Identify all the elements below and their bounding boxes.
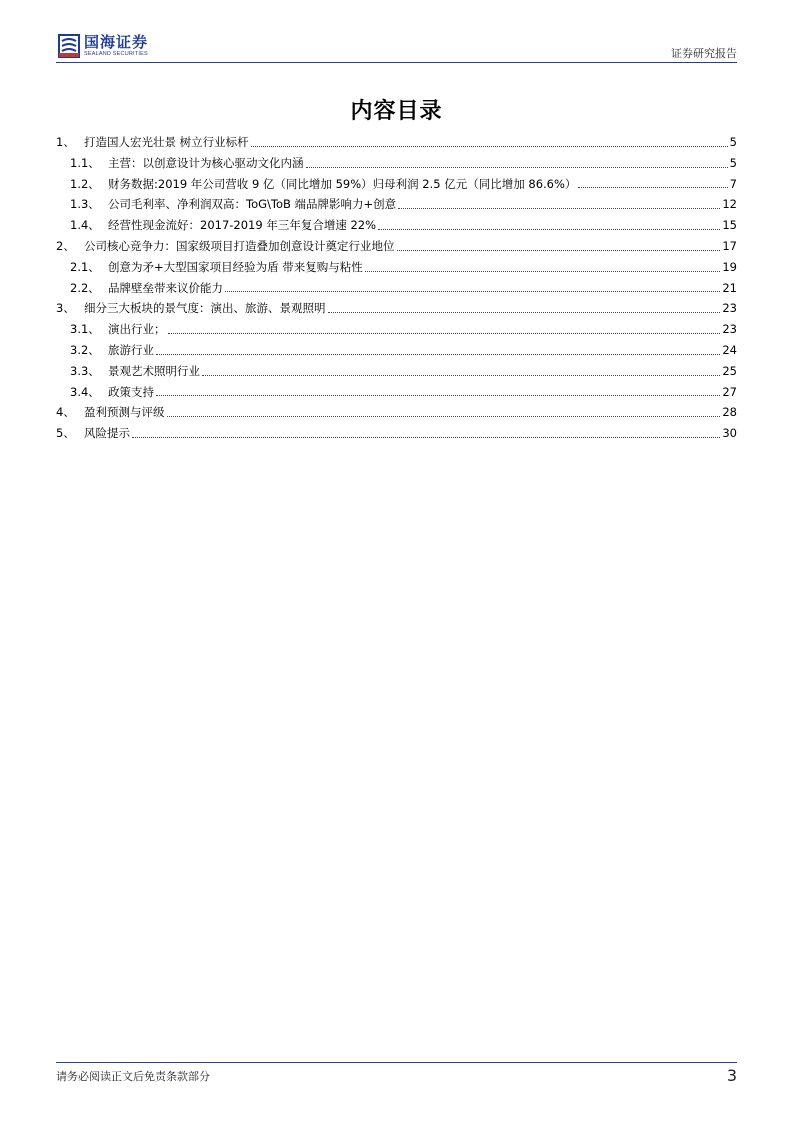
toc-entry[interactable] xyxy=(56,257,737,278)
toc-entry-label: 演出行业； xyxy=(108,322,166,337)
toc-entry-label: 财务数据:2019 年公司营收 9 亿（同比增加 59%）归母利润 2.5 亿元（同比增加 86.6%） xyxy=(108,176,577,191)
toc-entry-number: 5、 xyxy=(56,426,75,441)
toc-entry-page: 25 xyxy=(722,363,737,378)
logo-english-name: SEALAND SECURITIES xyxy=(84,51,148,57)
toc-entry-label: 旅游行业 xyxy=(108,342,154,357)
toc-entry-label: 公司毛利率、净利润双高：ToG\ToB 端品牌影响力+创意 xyxy=(108,197,397,212)
toc-entry-label: 盈利预测与评级 xyxy=(84,405,165,420)
page-footer xyxy=(56,1062,737,1091)
table-of-contents xyxy=(56,132,737,444)
toc-entry[interactable] xyxy=(56,194,737,215)
toc-entry[interactable] xyxy=(56,174,737,195)
toc-entry-page: 23 xyxy=(722,301,737,316)
toc-entry-number: 4、 xyxy=(56,405,75,420)
logo-chinese-name: 国海证券 xyxy=(84,33,149,51)
toc-leader-dots xyxy=(251,146,728,147)
toc-entry-number: 1.3、 xyxy=(70,197,100,212)
toc-entry-page: 15 xyxy=(722,218,737,233)
toc-leader-dots xyxy=(132,437,720,438)
toc-leader-dots xyxy=(156,354,720,355)
toc-entry[interactable] xyxy=(56,361,737,382)
page-title: 内容目录 xyxy=(350,99,443,124)
toc-entry-number: 3.4、 xyxy=(70,384,100,399)
toc-leader-dots xyxy=(378,229,720,230)
toc-entry-label: 公司核心竞争力：国家级项目打造叠加创意设计奠定行业地位 xyxy=(84,238,395,253)
toc-entry-label: 细分三大板块的景气度：演出、旅游、景观照明 xyxy=(84,301,326,316)
toc-entry[interactable] xyxy=(56,319,737,340)
company-logo xyxy=(58,34,148,58)
toc-leader-dots xyxy=(578,187,727,188)
report-type-label: 证券研究报告 xyxy=(671,47,737,60)
toc-entry-page: 27 xyxy=(722,384,737,399)
toc-entry-label: 创意为矛+大型国家项目经验为盾 带来复购与粘性 xyxy=(108,259,363,274)
toc-entry-page: 28 xyxy=(722,405,737,420)
toc-entry-page: 30 xyxy=(722,426,737,441)
toc-entry-page: 21 xyxy=(722,280,737,295)
sealand-logo-icon xyxy=(58,34,80,58)
toc-entry[interactable] xyxy=(56,298,737,319)
toc-entry-page: 23 xyxy=(722,322,737,337)
toc-entry-number: 1、 xyxy=(56,135,75,149)
toc-entry-number: 3.1、 xyxy=(70,322,100,337)
toc-entry-label: 景观艺术照明行业 xyxy=(108,363,200,378)
toc-entry[interactable] xyxy=(56,423,737,444)
toc-entry[interactable] xyxy=(56,340,737,361)
page-header xyxy=(56,34,737,63)
toc-entry-page: 7 xyxy=(729,176,737,191)
toc-entry-label: 风险提示 xyxy=(84,426,130,441)
toc-entry-page: 17 xyxy=(722,238,737,253)
toc-entry[interactable] xyxy=(56,215,737,236)
toc-entry-number: 1.1、 xyxy=(70,155,100,170)
toc-leader-dots xyxy=(167,416,721,417)
toc-entry[interactable] xyxy=(56,402,737,423)
toc-entry[interactable] xyxy=(56,382,737,403)
toc-entry-page: 19 xyxy=(722,259,737,274)
toc-leader-dots xyxy=(202,375,720,376)
page-number: 3 xyxy=(726,1066,737,1085)
toc-entry[interactable] xyxy=(56,278,737,299)
toc-leader-dots xyxy=(156,395,720,396)
toc-entry-number: 3.3、 xyxy=(70,363,100,378)
toc-entry-label: 品牌壁垒带来议价能力 xyxy=(108,280,223,295)
toc-entry-page: 12 xyxy=(722,197,737,212)
toc-entry-label: 政策支持 xyxy=(108,384,154,399)
toc-entry[interactable] xyxy=(56,132,737,153)
toc-entry-number: 1.4、 xyxy=(70,218,100,233)
toc-leader-dots xyxy=(365,271,721,272)
toc-entry-label: 经营性现金流好：2017-2019 年三年复合增速 22% xyxy=(108,218,377,233)
toc-leader-dots xyxy=(397,250,721,251)
toc-entry-label: 主营：以创意设计为核心驱动文化内涵 xyxy=(108,155,304,170)
toc-entry-label: 打造国人宏光壮景 树立行业标杆 xyxy=(84,135,249,149)
toc-entry-number: 3.2、 xyxy=(70,342,100,357)
toc-leader-dots xyxy=(225,291,720,292)
toc-entry-page: 5 xyxy=(729,155,737,170)
toc-leader-dots xyxy=(398,208,720,209)
disclaimer-note: 请务必阅读正文后免责条款部分 xyxy=(56,1070,210,1083)
toc-entry-number: 2.1、 xyxy=(70,259,100,274)
toc-entry-number: 2、 xyxy=(56,238,75,253)
toc-leader-dots xyxy=(306,167,728,168)
toc-entry[interactable] xyxy=(56,153,737,174)
toc-entry-number: 1.2、 xyxy=(70,176,100,191)
toc-entry-page: 24 xyxy=(722,342,737,357)
toc-leader-dots xyxy=(168,333,721,334)
toc-entry-number: 2.2、 xyxy=(70,280,100,295)
toc-leader-dots xyxy=(328,312,721,313)
toc-entry-number: 3、 xyxy=(56,301,75,316)
toc-entry-page: 5 xyxy=(729,135,737,149)
toc-entry[interactable] xyxy=(56,236,737,257)
